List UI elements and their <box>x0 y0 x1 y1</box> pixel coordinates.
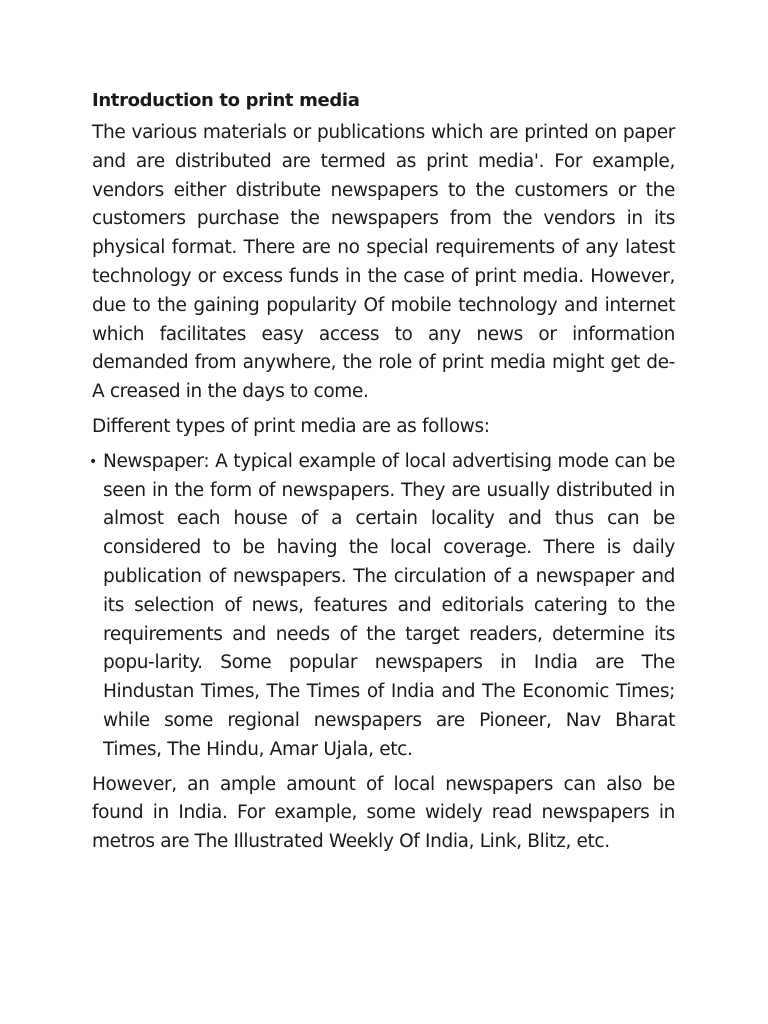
closing-paragraph: However, an ample amount of local newspapers can also be found in India. For example, some widely read newspapers in metros are The Illustrated Weekly Of India, Link, Blitz, etc. <box>92 773 675 853</box>
intro-paragraph: The various materials or publications which are printed on paper and are distributed are termed as print media'. For example, vendors either distribute newspapers to the customers or the customers purchase the newspapers from the vendors in its physical format. There are no special requirements of any latest technology or excess funds in the case of print media. However, due to the gaining popularity Of mobile technology and internet which facilitates easy access to any news or information demanded from anywhere, the role of print media might get de- A creased in the days to come. <box>92 122 675 403</box>
print-media-types-list <box>89 448 675 765</box>
section-heading: Introduction to print media <box>92 90 360 111</box>
list-item-text: Newspaper: A typical example of local advertising mode can be seen in the form of newspapers. They are usually distributed in almost each house of a certain locality and thus can be considered to be having the local coverage. There is daily publication of newspapers. The circulation of a newspaper and its selection of news, features and editorials catering to the requirements and needs of the target readers, determine its popu-larity. Some popular newspapers in India are The Hindustan Times, The Times of India and The Economic Times; while some regional newspapers are Pioneer, Nav Bharat Times, The Hindu, Amar Ujala, etc. <box>103 450 675 760</box>
document-body <box>89 86 675 863</box>
list-item-newspaper <box>89 448 675 765</box>
bullet-icon: • <box>89 453 97 470</box>
types-intro-paragraph: Different types of print media are as follows: <box>92 415 490 437</box>
